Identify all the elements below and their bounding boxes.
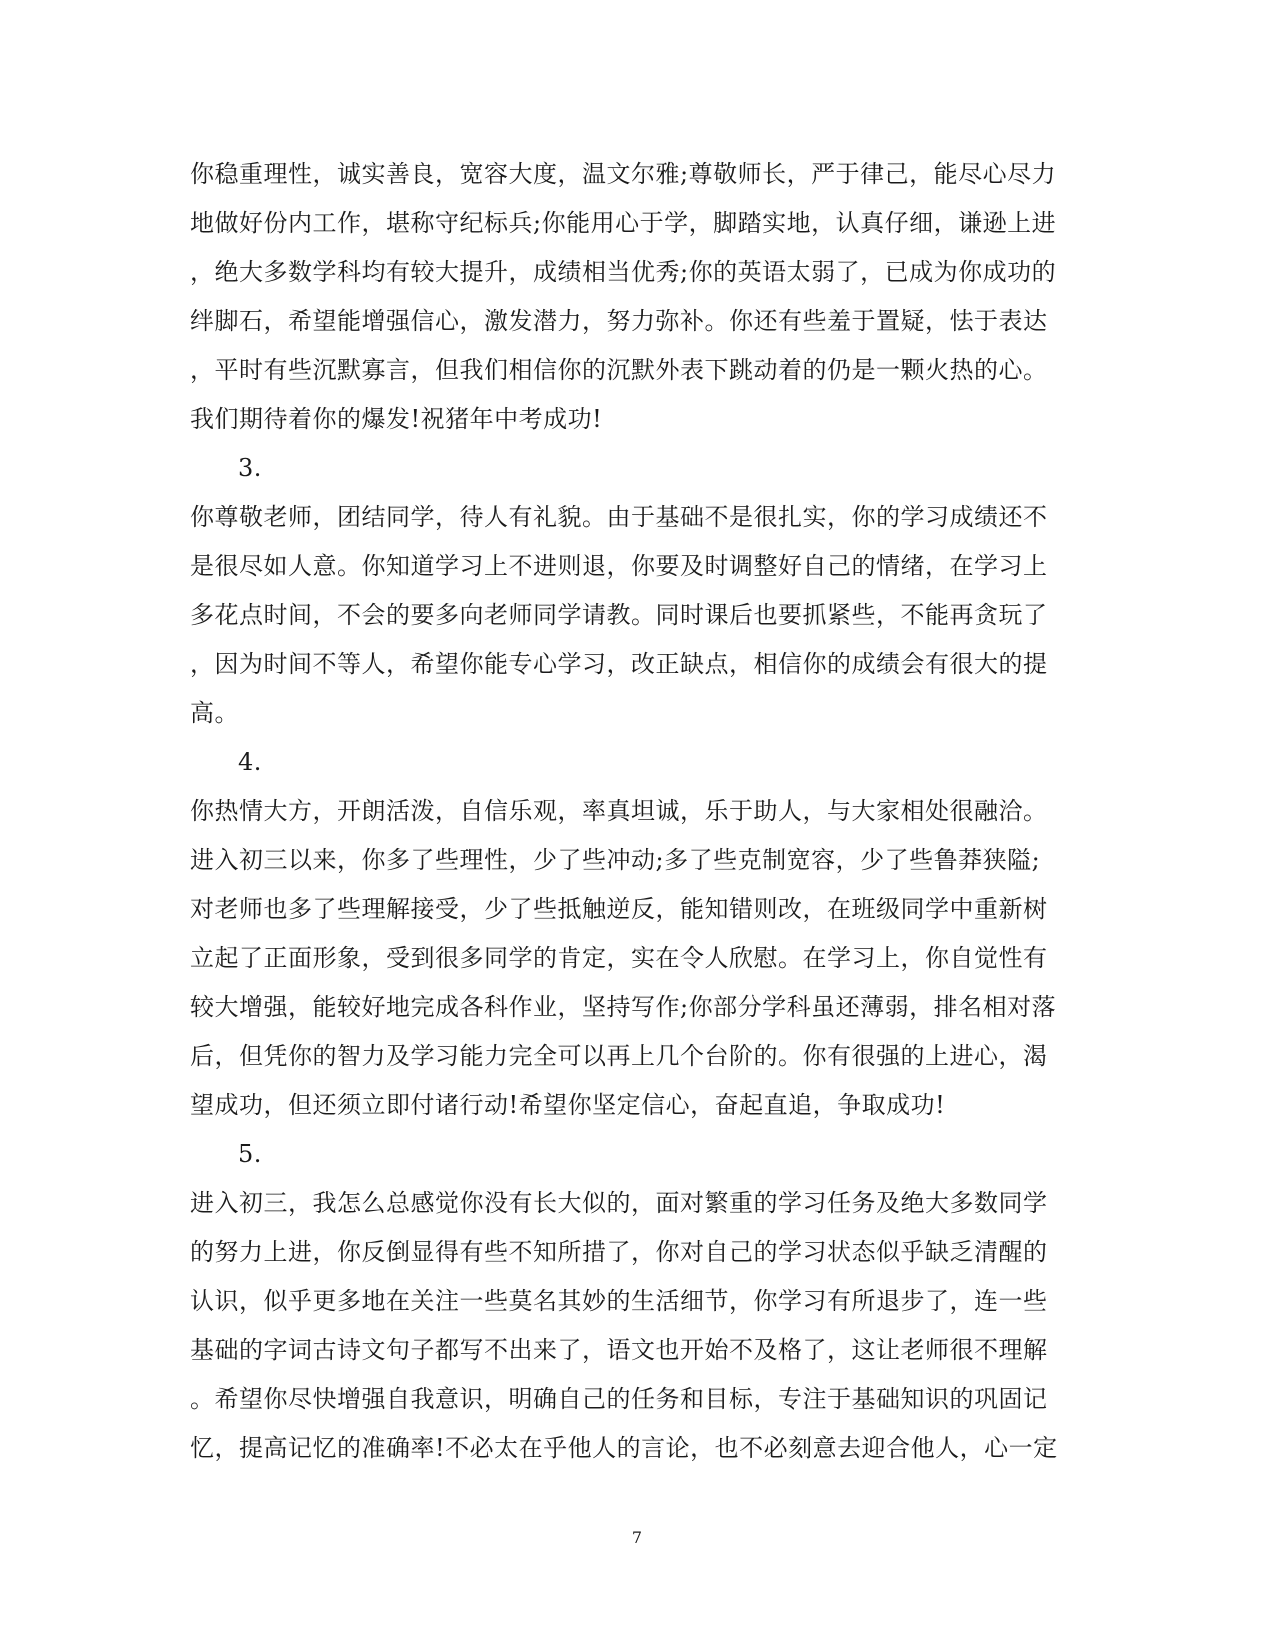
text-line: ，平时有些沉默寡言，但我们相信你的沉默外表下跳动着的仍是一颗火热的心。	[190, 356, 1048, 384]
text-line: 多花点时间，不会的要多向老师同学请教。同时课后也要抓紧些，不能再贪玩了	[190, 601, 1048, 629]
text-line: 高。	[190, 699, 239, 727]
text-line: 是很尽如人意。你知道学习上不进则退，你要及时调整好自己的情绪，在学习上	[190, 552, 1048, 580]
text-line: 你稳重理性，诚实善良，宽容大度，温文尔雅;尊敬师长，严于律己，能尽心尽力	[190, 160, 1057, 188]
text-line: 忆，提高记忆的准确率!不必太在乎他人的言论，也不必刻意去迎合他人，心一定	[190, 1434, 1058, 1462]
text-line: 望成功，但还须立即付诸行动!希望你坚定信心，奋起直追，争取成功!	[190, 1091, 946, 1119]
section-number: 5.	[238, 1140, 262, 1168]
text-line: 对老师也多了些理解接受，少了些抵触逆反，能知错则改，在班级同学中重新树	[190, 895, 1048, 923]
text-line: 后，但凭你的智力及学习能力完全可以再上几个台阶的。你有很强的上进心，渴	[190, 1042, 1048, 1070]
text-line: 。希望你尽快增强自我意识，明确自己的任务和目标，专注于基础知识的巩固记	[190, 1385, 1048, 1413]
text-line: 的努力上进，你反倒显得有些不知所措了，你对自己的学习状态似乎缺乏清醒的	[190, 1238, 1048, 1266]
text-line: 地做好份内工作，堪称守纪标兵;你能用心于学，脚踏实地，认真仔细，谦逊上进	[190, 209, 1057, 237]
text-line: 较大增强，能较好地完成各科作业，坚持写作;你部分学科虽还薄弱，排名相对落	[190, 993, 1057, 1021]
section-number: 4.	[238, 748, 262, 776]
document-body	[190, 150, 1090, 1473]
text-line: 我们期待着你的爆发!祝猪年中考成功!	[190, 405, 603, 433]
text-line: 进入初三以来，你多了些理性，少了些冲动;多了些克制宽容，少了些鲁莽狭隘;	[190, 846, 1041, 874]
text-line: ，绝大多数学科均有较大提升，成绩相当优秀;你的英语太弱了，已成为你成功的	[190, 258, 1057, 286]
section-number: 3.	[238, 454, 262, 482]
text-line: 你热情大方，开朗活泼，自信乐观，率真坦诚，乐于助人，与大家相处很融洽。	[190, 797, 1048, 825]
text-line: ，因为时间不等人，希望你能专心学习，改正缺点，相信你的成绩会有很大的提	[190, 650, 1048, 678]
text-line: 基础的字词古诗文句子都写不出来了，语文也开始不及格了，这让老师很不理解	[190, 1336, 1048, 1364]
text-line: 认识，似乎更多地在关注一些莫名其妙的生活细节，你学习有所退步了，连一些	[190, 1287, 1048, 1315]
text-line: 立起了正面形象，受到很多同学的肯定，实在令人欣慰。在学习上，你自觉性有	[190, 944, 1048, 972]
text-line: 绊脚石，希望能增强信心，激发潜力，努力弥补。你还有些羞于置疑，怯于表达	[190, 307, 1048, 335]
text-line: 进入初三，我怎么总感觉你没有长大似的，面对繁重的学习任务及绝大多数同学	[190, 1189, 1048, 1217]
text-line: 你尊敬老师，团结同学，待人有礼貌。由于基础不是很扎实，你的学习成绩还不	[190, 503, 1048, 531]
page-number: 7	[631, 1528, 643, 1547]
